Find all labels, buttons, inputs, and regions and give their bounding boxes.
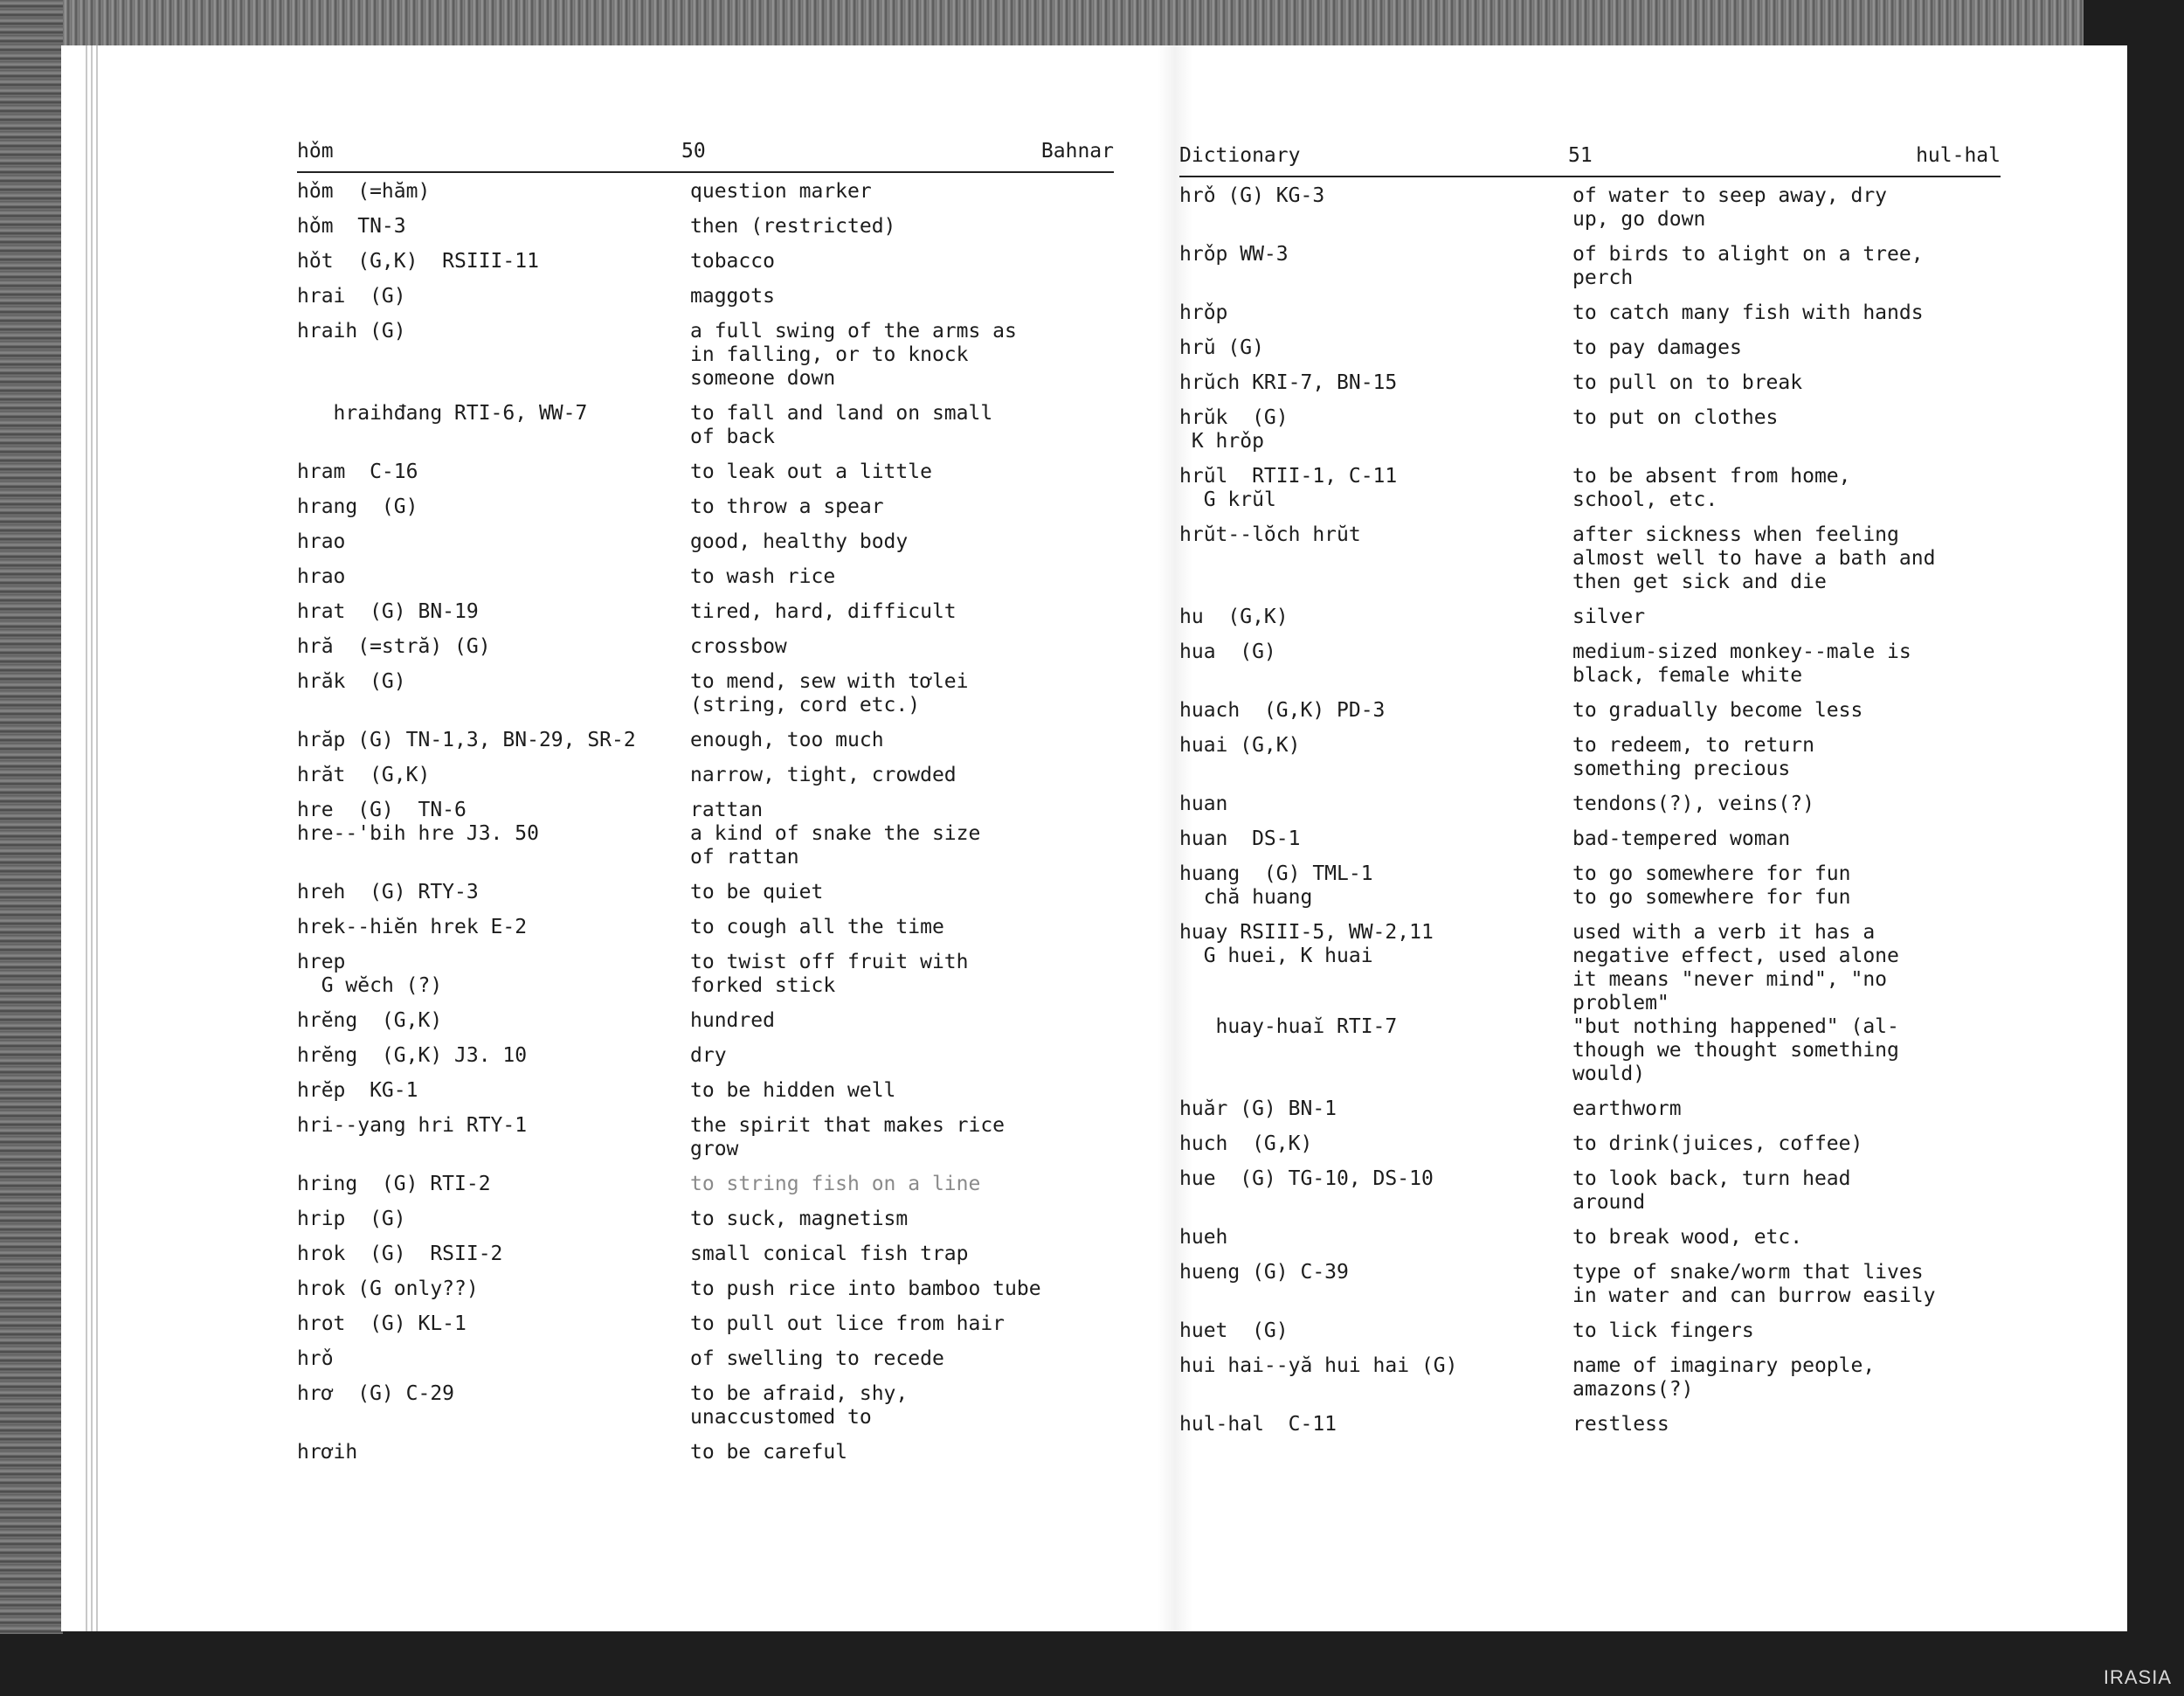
dictionary-entry [297,1382,1114,1429]
dictionary-entry [297,600,1114,624]
entry-definition: good, healthy body [690,530,909,553]
entry-definition: dry [690,1044,727,1067]
dictionary-entry [297,1079,1114,1103]
header-title: Dictionary [1179,144,1301,167]
entry-headword: huang (G) TML-1 chă huang [1179,862,1373,909]
entry-headword: huăr (G) BN-1 [1179,1097,1337,1120]
entry-headword: hraihđang RTI-6, WW-7 [297,402,588,425]
dictionary-entry [297,1347,1114,1371]
entry-definition: to push rice into bamboo tube [690,1277,1041,1300]
entry-headword: hui hai--yă hui hai (G) [1179,1354,1458,1377]
dictionary-entry [297,565,1114,589]
dictionary-entry [1179,1354,2001,1402]
entry-definition: to lick fingers [1572,1319,1754,1342]
dictionary-entry [297,180,1114,204]
entry-definition: to string fish on a line [690,1173,981,1195]
dictionary-entry [297,1208,1114,1231]
dictionary-entry [1179,1226,2001,1250]
entry-definition: tendons(?), veins(?) [1572,793,1814,815]
dictionary-entry [1179,184,2001,232]
entry-headword: hrok (G only??) [297,1277,479,1300]
dictionary-entry [297,1009,1114,1033]
entry-definition: to wash rice [690,565,836,588]
dictionary-entry [297,215,1114,239]
entry-headword: hrăp (G) TN-1,3, BN-29, SR-2 [297,729,636,751]
dictionary-entry [297,729,1114,752]
entry-headword: hueng (G) C-39 [1179,1261,1349,1284]
header-guide-word: hul-hal [1916,144,2001,167]
entry-definition: bad-tempered woman [1572,827,1791,850]
dictionary-entry [1179,1167,2001,1215]
entry-headword: hu (G,K) [1179,606,1289,628]
dictionary-entry [297,764,1114,787]
dictionary-entry [1179,699,2001,723]
entry-headword: hraih (G) [297,320,406,343]
entry-headword: hul-hal C-11 [1179,1413,1337,1436]
entry-list [1179,184,2001,1436]
dictionary-entry [297,635,1114,659]
dictionary-entry [297,250,1114,273]
entry-definition: to redeem, to return something precious [1572,734,1814,780]
entry-headword: hring (G) RTI-2 [297,1173,491,1195]
entry-headword: hreh (G) RTY-3 [297,881,479,903]
entry-definition: earthworm [1572,1097,1682,1120]
scan-background-left [0,0,63,1634]
page-header [1179,144,2001,177]
dictionary-entry [1179,371,2001,395]
entry-definition: then (restricted) [690,215,896,238]
entry-headword: hrǒp [1179,301,1228,324]
dictionary-entry [1179,301,2001,325]
entry-definition: used with a verb it has a negative effect, used alone it means "never mind", "no problem" "but nothing happened" (al- though we thought something would) [1572,921,1899,1085]
entry-definition: maggots [690,285,775,308]
entry-definition: the spirit that makes rice grow [690,1114,1006,1160]
entry-headword: hrip (G) [297,1208,406,1230]
page-header [297,140,1114,173]
entry-definition: to pull out lice from hair [690,1312,1006,1335]
entry-definition: to leak out a little [690,460,932,483]
entry-definition: medium-sized monkey--male is black, female white [1572,640,1911,687]
dictionary-entry [1179,862,2001,910]
entry-headword: hrek--hiĕn hrek E-2 [297,916,528,938]
entry-headword: hrat (G) BN-19 [297,600,479,623]
header-guide-word: hǒm [297,140,334,163]
header-title: Bahnar [1040,140,1114,163]
entry-definition: to catch many fish with hands [1572,301,1924,324]
entry-definition: to go somewhere for fun to go somewhere for fun [1572,862,1851,909]
entry-headword: hueh [1179,1226,1228,1249]
dictionary-entry [297,402,1114,449]
entry-definition: after sickness when feeling almost well to have a bath and then get sick and die [1572,523,1936,593]
entry-headword: hrok (G) RSII-2 [297,1243,503,1265]
dictionary-entry [297,1441,1114,1464]
entry-headword: hrăt (G,K) [297,764,431,786]
entry-definition: crossbow [690,635,787,658]
entry-headword: hrĕng (G,K) J3. 10 [297,1044,528,1067]
dictionary-entry [1179,336,2001,360]
dictionary-entry [297,1277,1114,1301]
entry-headword: huan [1179,793,1228,815]
entry-definition: of swelling to recede [690,1347,944,1370]
entry-headword: hue (G) TG-10, DS-10 [1179,1167,1434,1190]
entry-headword: huan DS-1 [1179,827,1301,850]
dictionary-entry [1179,827,2001,851]
entry-definition: question marker [690,180,872,203]
entry-headword: hrăk (G) [297,670,406,693]
dictionary-entry [297,530,1114,554]
dictionary-entry [1179,1097,2001,1121]
entry-definition: enough, too much [690,729,884,751]
dictionary-entry [1179,606,2001,629]
entry-definition: of water to seep away, dry up, go down [1572,184,1888,231]
entry-headword: hrĕp KG-1 [297,1079,418,1102]
entry-definition: to break wood, etc. [1572,1226,1803,1249]
entry-headword: hrơih [297,1441,358,1464]
entry-headword: hrot (G) KL-1 [297,1312,467,1335]
dictionary-entry [1179,1413,2001,1436]
dictionary-entry [297,1312,1114,1336]
dictionary-entry [1179,523,2001,594]
entry-headword: hrĕng (G,K) [297,1009,443,1032]
page-edge [96,45,98,1631]
dictionary-entry [297,881,1114,904]
entry-definition: of birds to alight on a tree, perch [1572,243,1924,289]
entry-headword: hrơ (G) C-29 [297,1382,455,1405]
entry-definition: name of imaginary people, amazons(?) [1572,1354,1876,1401]
dictionary-entry [1179,734,2001,781]
entry-definition: to be quiet [690,881,824,903]
entry-headword: hrǒ [297,1347,334,1370]
dictionary-entry [297,320,1114,391]
entry-headword: huch (G,K) [1179,1132,1313,1155]
dictionary-entry [1179,1132,2001,1156]
page-50 [297,140,1114,1476]
entry-headword: hǒm (=hăm) [297,180,431,203]
dictionary-entry [297,285,1114,308]
entry-headword: huach (G,K) PD-3 [1179,699,1386,722]
entry-headword: hrǒ (G) KG-3 [1179,184,1325,207]
entry-definition: to be absent from home, school, etc. [1572,465,1851,511]
entry-definition: to look back, turn head around [1572,1167,1851,1214]
page-number: 50 [681,140,706,163]
page-edge [91,45,93,1631]
entry-definition: rattan a kind of snake the size of rattan [690,799,981,869]
entry-headword: hǒt (G,K) RSIII-11 [297,250,539,273]
entry-definition: narrow, tight, crowded [690,764,957,786]
entry-headword: huai (G,K) [1179,734,1301,757]
dictionary-entry [1179,1319,2001,1343]
page-number: 51 [1568,144,1593,167]
dictionary-entry [297,1114,1114,1161]
dictionary-entry [1179,465,2001,512]
entry-definition: to be afraid, shy, unaccustomed to [690,1382,909,1429]
entry-headword: hrŭ (G) [1179,336,1264,359]
entry-headword: hrŭch KRI-7, BN-15 [1179,371,1398,394]
dictionary-entry [1179,1261,2001,1308]
entry-definition: hundred [690,1009,775,1032]
entry-definition: restless [1572,1413,1669,1436]
dictionary-entry [297,670,1114,717]
dictionary-entry [1179,793,2001,816]
dictionary-entry [297,951,1114,998]
dictionary-entry [297,916,1114,939]
entry-headword: hrang (G) [297,495,418,518]
entry-headword: hrǒp WW-3 [1179,243,1289,266]
dictionary-entry [297,460,1114,484]
entry-definition: to drink(juices, coffee) [1572,1132,1863,1155]
entry-headword: hrao [297,530,346,553]
entry-headword: hua (G) [1179,640,1276,663]
entry-definition: a full swing of the arms as in falling, or to knock someone down [690,320,1017,390]
entry-headword: hrŭt--lŏch hrŭt [1179,523,1361,546]
entry-definition: to throw a spear [690,495,884,518]
entry-headword: hǒm TN-3 [297,215,406,238]
entry-definition: small conical fish trap [690,1243,969,1265]
entry-definition: tired, hard, difficult [690,600,957,623]
dictionary-entry [297,799,1114,869]
entry-definition: to twist off fruit with forked stick [690,951,969,997]
entry-definition: to cough all the time [690,916,944,938]
entry-definition: to pull on to break [1572,371,1803,394]
entry-headword: hră (=stră) (G) [297,635,491,658]
entry-definition: to be careful [690,1441,848,1464]
entry-headword: hrai (G) [297,285,406,308]
entry-definition: to pay damages [1572,336,1742,359]
entry-headword: hri--yang hri RTY-1 [297,1114,528,1137]
entry-definition: to suck, magnetism [690,1208,909,1230]
entry-headword: huet (G) [1179,1319,1289,1342]
entry-headword: hrep G wĕch (?) [297,951,443,997]
dictionary-entry [297,1044,1114,1068]
dictionary-entry [1179,921,2001,1086]
entry-definition: tobacco [690,250,775,273]
entry-definition: type of snake/worm that lives in water and can burrow easily [1572,1261,1936,1307]
entry-headword: hre (G) TN-6 hre--'bih hre J3. 50 [297,799,539,845]
dictionary-entry [297,495,1114,519]
entry-headword: hrŭl RTII-1, C-11 G krŭl [1179,465,1398,511]
entry-definition: to be hidden well [690,1079,896,1102]
dictionary-entry [297,1243,1114,1266]
watermark-label: IRASIA [2103,1666,2172,1688]
dictionary-entry [1179,406,2001,453]
dictionary-entry [1179,640,2001,688]
entry-definition: to put on clothes [1572,406,1779,429]
entry-headword: hrŭk (G) K hrǒp [1179,406,1289,453]
page-51 [1179,144,2001,1448]
entry-definition: silver [1572,606,1646,628]
entry-headword: hram C-16 [297,460,418,483]
entry-list [297,180,1114,1464]
entry-headword: hrao [297,565,346,588]
entry-definition: to mend, sew with tơlei (string, cord etc.) [690,670,969,716]
scan-background-top [0,0,2084,52]
dictionary-entry [297,1173,1114,1196]
entry-definition: to fall and land on small of back [690,402,993,448]
dictionary-entry [1179,243,2001,290]
entry-definition: to gradually become less [1572,699,1863,722]
page-edge [86,45,87,1631]
entry-headword: huay RSIII-5, WW-2,11 G huei, K huai huay-huaĭ RTI-7 [1179,921,1434,1038]
